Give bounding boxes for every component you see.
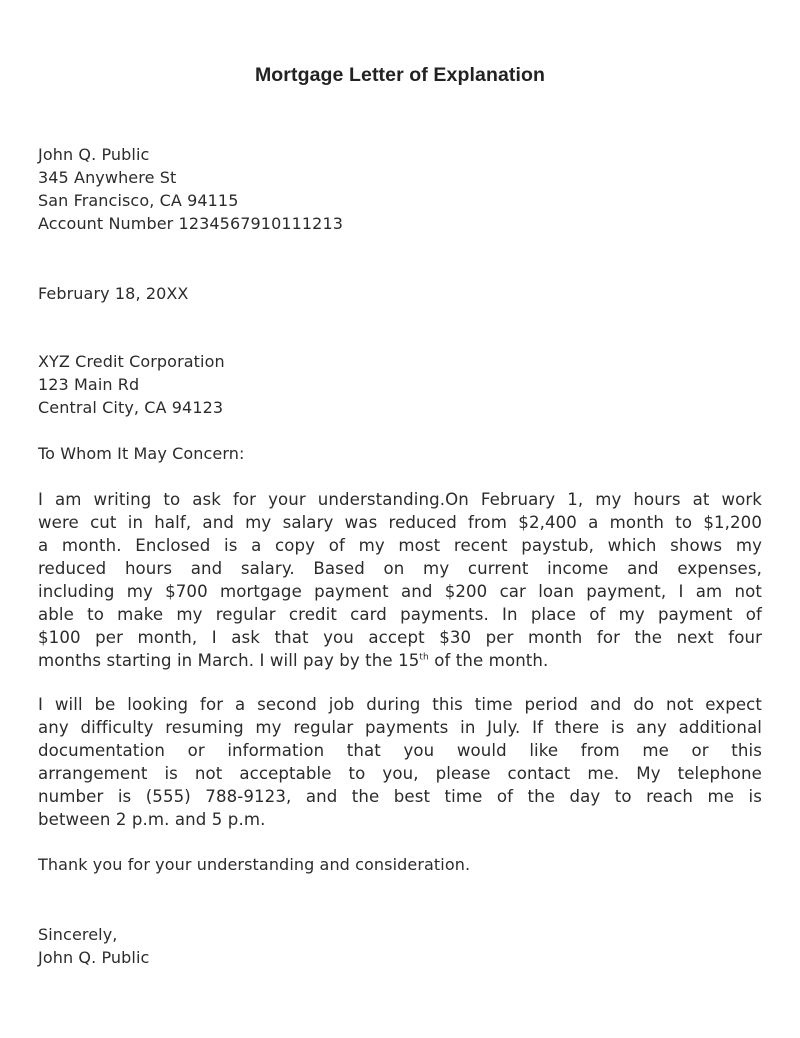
recipient-company: XYZ Credit Corporation: [38, 352, 225, 371]
paragraph-line: were cut in half, and my salary was reduced from $2,400 a month to $1,200: [38, 513, 762, 532]
sender-city: San Francisco, CA 94115: [38, 191, 239, 210]
body-paragraph-1: [38, 488, 762, 672]
paragraph-line: arrangement is not acceptable to you, please contact me. My telephone: [38, 764, 762, 783]
salutation-block: [38, 442, 762, 465]
recipient-city: Central City, CA 94123: [38, 398, 224, 417]
sender-street: 345 Anywhere St: [38, 168, 177, 187]
last-line-end: of the month.: [428, 651, 549, 670]
paragraph-line: a month. Enclosed is a copy of my most recent paystub, which shows my: [38, 536, 762, 555]
paragraph-line: any difficulty resuming my regular payments in July. If there is any additional: [38, 718, 762, 737]
thanks-block: [38, 853, 762, 876]
paragraph-line: reduced hours and salary. Based on my current income and expenses,: [38, 559, 762, 578]
paragraph-line: documentation or information that you would like from me or this: [38, 741, 762, 760]
letter-date: February 18, 20XX: [38, 284, 189, 303]
closing-block: [38, 923, 762, 969]
thanks-line: Thank you for your understanding and consideration.: [38, 855, 471, 874]
signature-name: John Q. Public: [38, 948, 150, 967]
last-line-start: months starting in March. I will pay by the 15: [38, 651, 420, 670]
body-paragraph-2: [38, 693, 762, 831]
paragraph-last-line: [38, 649, 762, 672]
paragraph-line: able to make my regular credit card payments. In place of my payment of: [38, 605, 762, 624]
paragraph-line: number is (555) 788-9123, and the best time of the day to reach me is: [38, 787, 762, 806]
salutation: To Whom It May Concern:: [38, 444, 245, 463]
sender-account: Account Number 1234567910111213: [38, 214, 344, 233]
ordinal-suffix: th: [419, 652, 429, 663]
sender-name: John Q. Public: [38, 145, 150, 164]
page-title: Mortgage Letter of Explanation: [254, 64, 546, 86]
sender-address: [38, 143, 762, 235]
paragraph-last-line: between 2 p.m. and 5 p.m.: [38, 810, 266, 829]
paragraph-line: I am writing to ask for your understanding.On February 1, my hours at work: [38, 490, 762, 509]
paragraph-line: $100 per month, I ask that you accept $30 per month for the next four: [38, 628, 762, 647]
closing: Sincerely,: [38, 925, 118, 944]
recipient-street: 123 Main Rd: [38, 375, 140, 394]
letter-date-block: [38, 282, 762, 305]
paragraph-line: I will be looking for a second job during this time period and do not expect: [38, 695, 762, 714]
recipient-address: [38, 350, 762, 419]
paragraph-line: including my $700 mortgage payment and $200 car loan payment, I am not: [38, 582, 762, 601]
